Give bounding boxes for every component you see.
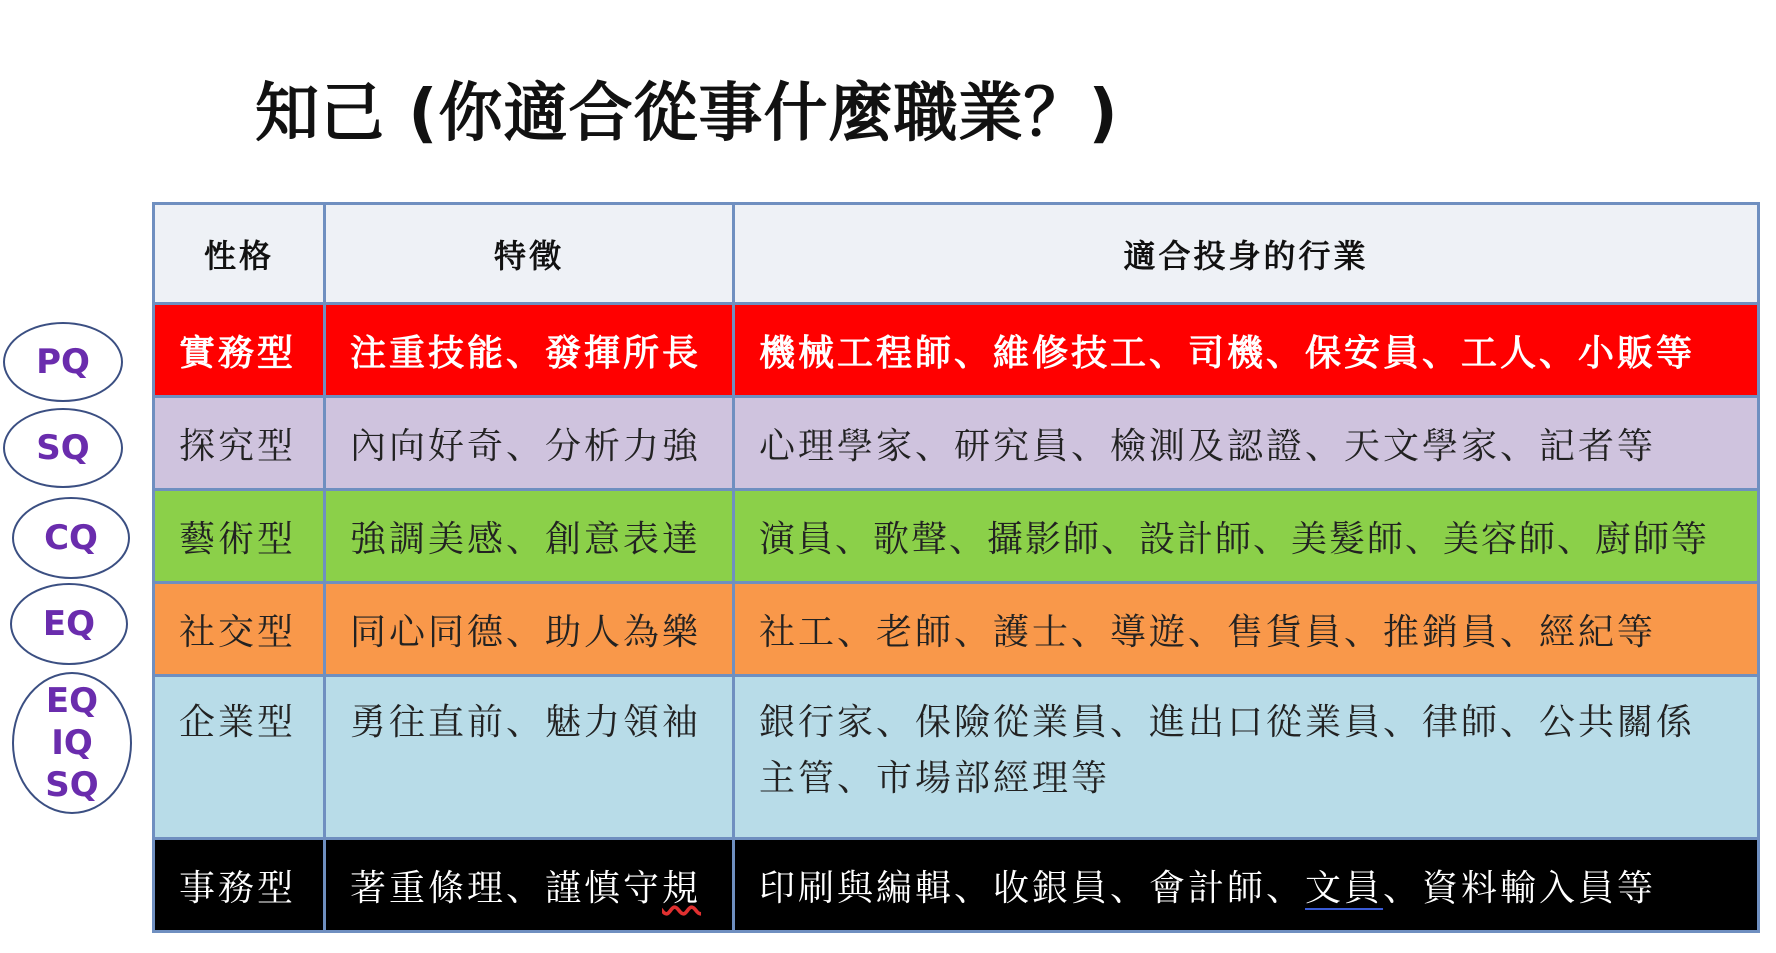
- quotient-badges: [0, 0, 140, 953]
- header-traits: 特徵: [325, 204, 734, 304]
- badge-text: SQ: [45, 765, 99, 805]
- table-row: [154, 583, 1759, 676]
- badge-cq: [12, 497, 130, 579]
- cell-type: 事務型: [154, 839, 325, 932]
- badge-text: PQ: [36, 342, 90, 382]
- badge-text: CQ: [44, 518, 98, 558]
- cell-type: 藝術型: [154, 490, 325, 583]
- table-row: [154, 676, 1759, 839]
- cell-type: 社交型: [154, 583, 325, 676]
- badge-eq-iq-sq: [12, 672, 132, 814]
- table-row: [154, 304, 1759, 397]
- grammar-marked-text: 文員: [1305, 867, 1384, 909]
- badge-text: EQ: [45, 681, 99, 721]
- cell-careers: 銀行家、保險從業員、進出口從業員、律師、公共關係主管、市場部經理等: [734, 676, 1759, 839]
- badge-eq: [10, 583, 128, 665]
- cell-traits: 注重技能、發揮所長: [325, 304, 734, 397]
- header-personality: 性格: [154, 204, 325, 304]
- badge-text: IQ: [51, 723, 93, 763]
- page-title: 知己 (你適合從事什麼職業？): [255, 77, 1119, 151]
- table-row: [154, 839, 1759, 932]
- cell-type: 實務型: [154, 304, 325, 397]
- careers-text: 印刷與編輯、收銀員、會計師、: [759, 867, 1306, 909]
- badge-pq: [3, 322, 123, 402]
- cell-careers: 社工、老師、護士、導遊、售貨員、推銷員、經紀等: [734, 583, 1759, 676]
- header-careers: 適合投身的行業: [734, 204, 1759, 304]
- table-header-row: [154, 204, 1759, 304]
- careers-text-end: 、資料輸入員等: [1383, 867, 1657, 909]
- cell-careers: [734, 839, 1759, 932]
- cell-traits: 同心同德、助人為樂: [325, 583, 734, 676]
- cell-careers: 機械工程師、維修技工、司機、保安員、工人、小販等: [734, 304, 1759, 397]
- table-row: [154, 397, 1759, 490]
- cell-traits: [325, 839, 734, 932]
- cell-traits: 強調美感、創意表達: [325, 490, 734, 583]
- cell-traits: 勇往直前、魅力領袖: [325, 676, 734, 839]
- career-table: [152, 202, 1760, 933]
- badge-sq: [3, 408, 123, 488]
- cell-type: 探究型: [154, 397, 325, 490]
- badge-text: EQ: [42, 604, 96, 644]
- cell-careers: 演員、歌聲、攝影師、設計師、美髮師、美容師、廚師等: [734, 490, 1759, 583]
- cell-type: 企業型: [154, 676, 325, 839]
- cell-traits: 內向好奇、分析力強: [325, 397, 734, 490]
- traits-text: 著重條理、謹慎守: [350, 867, 663, 909]
- badge-text: SQ: [36, 428, 90, 468]
- spellcheck-marked-text: 規: [662, 867, 702, 909]
- table-row: [154, 490, 1759, 583]
- cell-careers: 心理學家、研究員、檢測及認證、天文學家、記者等: [734, 397, 1759, 490]
